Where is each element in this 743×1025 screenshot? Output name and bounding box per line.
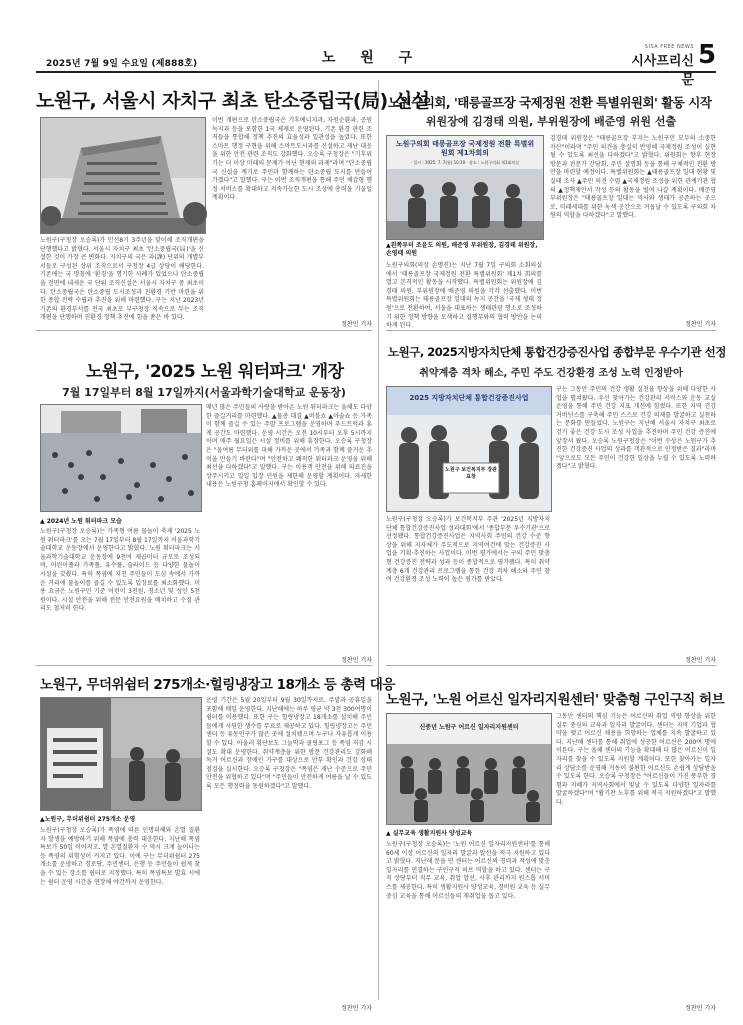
issue-date: 2025년 7월 9일 수요일 (제888호) [46,59,198,69]
brand-name: 시사프리신문 [631,54,694,88]
photo-banner-text: 2025 지방자치단체 통합건강증진사업 [409,394,529,402]
article-photo [386,135,544,240]
article-subheadline: 위원장에 김경태 의원, 부위원장에 배준영 위원 선출 [425,115,677,128]
article-body: 구는 그동안 주민의 건강 생활 실천율 향상을 위해 다양한 사업을 펼쳐왔다. 우선 찾아가는 건강관리 서비스와 운동 교실 운영을 통해 주민 건강 지표 개선에 힘썼다. 또한 지역 건강 거버넌스를 구축해 주민 스스로 건강 의제를 발굴하고 실천하는 문화를 만들었다. 노원구는 지난해 서울시 자치구 최초로 걷기 좋은 건강 도시 조성 사업을 추진하며 주민 건강 증진에 앞장서 왔다. 오승록 노원구청장은 "이번 수상은 노원구가 추진한 건강증진 사업의 성과를 객관적으로 인정받은 결과"라며 "앞으로도 모든 주민이 건강한 일상을 누릴 수 있도록 노력하겠다"고 밝혔다. [556,386,716,471]
brand-tagline: SISA FREE NEWS [644,44,694,50]
article-photo [40,117,206,234]
article-subheadline: 취약계층 격차 해소, 주민 주도 건강환경 조성 노력 인정받아 [419,368,683,379]
section-divider [386,665,716,666]
page-number: 5 [698,40,717,70]
article-body: 노원구(구청장 오승록)가 민선8기 3주년을 맞이해 조직개편을 단행했다고 밝혔다. 서울시 자치구 최초 '탄소중립국(局)'을 신설한 것이 가장 큰 변화다. 자치구의 국은 과(課) 단위의 개별부서들로 구성된 상위 조직으로서 구청장 4급 상당이 해당한다. 기존에는 국 명칭에 '환경'을 명기한 사례가 있었으나 탄소중립을 전면에 내세운 국 단위 조직신설은 서울시 자치구 중 최초이다. 탄소중립국은 탄소중립 도시조성과 친환경 기반 마련을 위한 종합 전략 수립과 추진을 위해 마련했다. 구는 지난 2023년 기존의 환경부서를 전국 최초로 부구청장 직속으로 두는 조직개편을 단행하며 친환경 정책 추진에 힘을 쏟은 바 있다. [40,237,204,322]
article-headline: 노원구, '노원 어르신 일자리지원센터' 맞춤형 구인구직 허브 [386,692,725,708]
award-board-text: 노원구 보건복지부 장관 표창 [445,467,497,480]
article-headline: 노원구의회, '태릉골프장 국제정원 전환 특별위원회' 활동 시작 [388,95,712,110]
article-photo [40,697,202,811]
article-byline: 정찬민 기자 [685,657,716,664]
article-body: 운영 기간은 5월 20일부터 9월 30일까지로, 주말과 공휴일을 포함해 매일 운영한다. 지난해에는 하루 평균 약 3천 300여명이 쉼터를 이용했다. 또한 구는 힐링냉장고 18개소를 설치해 주민들에게 시원한 생수를 무료로 제공하고 있다. 힐링냉장고는 주민센터 등 유동인구가 많은 곳에 설치됐으며 누구나 자유롭게 이용할 수 있다. 아울러 횡단보도 그늘막과 쿨링포그 등 폭염 저감 시설도 확대 운영한다. 취약계층을 위한 방문 건강관리도 강화해 독거 어르신과 장애인 가구를 대상으로 안부 확인과 건강 상태 점검을 실시한다. 오승록 구청장은 "폭염은 재난 수준으로 주민 안전을 위협하고 있다"며 "주민들이 안전하게 여름을 날 수 있도록 모든 행정력을 동원하겠다"고 말했다. [206,697,372,790]
photo-banner-text: 신중년 노원구 어르신 일자리지원센터 [419,724,519,731]
article-body: 노원구(구청장 오승록)는 '노원 어르신 일자리지원센터'를 통해 60세 이상 어르신의 일자리 발굴과 알선을 적극 지원하고 있다고 밝혔다. 지난해 문을 연 센터는 어르신의 경력과 적성에 맞춘 일자리를 연결하는 구인구직 허브 역할을 하고 있다. 센터는 구직 상담부터 직무 교육, 취업 알선, 사후 관리까지 원스톱 서비스를 제공한다. 특히 생활지원사 양성교육, 경비원 교육 등 실무 중심 교육을 통해 어르신들의 재취업을 돕고 있다. [386,841,550,900]
photo-caption: ▲왼쪽부터 조윤도 의원, 배준영 부위원장, 김경태 위원장, 손영태 의원 [386,242,538,257]
section-divider [36,330,372,331]
article-body: 매년 많은 주민들의 사랑을 받아온 노원 워터파크는 올해도 다양한 즐길거리를 마련했다. ▲물총 대결 ▲버블쇼 ▲마술쇼 등 가족이 함께 즐길 수 있는 주말 프로그램을 운영하며 푸드트럭과 휴게 공간도 마련했다. 운영 시간은 오전 10시부터 오후 5시까지이며 매주 월요일은 시설 정비를 위해 휴장한다. 오승록 구청장은 "올여름 무더위를 피해 가까운 곳에서 가족과 함께 즐거운 추억을 만들기 바란다"며 "안전하고 쾌적한 워터파크 운영을 위해 최선을 다하겠다"고 말했다. 구는 이용객 안전을 위해 의료진을 상주시키고 일일 입장 인원을 제한해 운영할 계획이다. 자세한 내용은 노원구청 홈페이지에서 확인할 수 있다. [206,404,372,489]
article-byline: 정찬민 기자 [341,321,372,328]
column-divider [378,80,379,1000]
photo-caption: ▲ 2024년 노원 워터파크 모습 [40,518,122,525]
header-rule [36,71,716,73]
newspaper-brand [630,44,694,88]
article-byline: 정찬민 기자 [685,1005,716,1012]
article-photo [386,386,552,512]
article-headline: 노원구, 무더위쉼터 275개소·힐링냉장고 18개소 등 총력 대응 [40,677,395,693]
article-body: 노원구(구청장 오승록)가 보건복지부 주관 '2025년 지방자치단체 통합건강증진사업 성과대회'에서 '종합부문 우수기관'으로 선정됐다. 통합건강증진사업은 지역사회 주민의 건강 수준 향상을 위해 지자체가 주도적으로 지역여건에 맞는 건강증진 사업을 기획·추진하는 사업이다. 이번 평가에서는 구의 주민 맞춤형 건강증진 전략과 성과 등이 종합적으로 평가됐다. 특히 취약계층 6개 건강관리 프로그램을 통한 건강 격차 해소와 주민 참여 건강환경 조성 노력이 높은 평가를 받았다. [386,516,550,584]
article-byline: 정찬민 기자 [685,321,716,328]
article-headline: 노원구, '2025 노원 워터파크' 개장 [86,362,344,382]
photo-banner-subtext: · 일시 : 2025. 7. 7(월) 10:30 · 장소 : 노원구의회 제1회의실 [410,160,520,165]
article-byline: 정찬민 기자 [341,657,372,664]
article-body: 이번 개편으로 탄소중립국은 기후에너지과, 자원순환과, 공원녹지과 등을 포함한 1국 체제로 운영된다. 기존 환경 관련 조직들을 통합해 정책 추진의 효율성과 일관성을 높였다. 또한 스마트 행정 구현을 위해 스마트도시과를 신설하고 재난 대응을 위한 안전 관련 조직도 강화했다. 오승록 구청장은 "기후위기는 더 이상 미래의 문제가 아닌 현재의 과제"라며 "탄소중립국 신설을 계기로 주민과 함께하는 탄소중립 도시를 만들어 가겠다"고 말했다. 구는 이번 조직개편을 통해 주민 체감형 행정 서비스를 확대하고 지속가능한 도시 조성에 총력을 기울일 계획이다. [212,117,372,202]
article-headline: 노원구, 서울시 자치구 최초 탄소중립국(局) 신설 [36,90,430,112]
article-body: 그동안 센터의 핵심 기능은 어르신의 취업 역량 향상을 위한 실무 중심의 교육과 일자리 발굴이다. 센터는 지역 기업과 협약을 맺고 어르신 채용을 희망하는 업체를 지속 발굴하고 있다. 지난해 센터를 통해 취업에 성공한 어르신은 200여 명에 이른다. 구는 올해 센터의 기능을 확대해 더 많은 어르신이 일자리를 찾을 수 있도록 지원할 계획이다. 또한 찾아가는 일자리 상담소를 운영해 거동이 불편한 어르신도 손쉽게 상담받을 수 있도록 한다. 오승록 구청장은 "어르신들이 가진 풍부한 경험과 지혜가 지역사회에서 빛날 수 있도록 다양한 일자리를 발굴하겠다"며 "활기찬 노후를 위해 적극 지원하겠다"고 말했다. [556,713,716,806]
photo-banner-text: 노원구의회 태릉골프장 국제정원 전환 특별위원회 제1차회의 [395,140,535,157]
section-title: 노 원 구 [321,50,423,66]
article-headline: 노원구, 2025지방자치단체 통합건강증진사업 종합부문 우수기관 선정 [388,345,726,359]
section-divider [36,665,372,666]
article-body: 김경태 위원장은 "태릉골프장 부지는 노원구민 모두의 소중한 자산"이라며 "주민 의견을 충실히 반영해 국제정원 조성이 실현될 수 있도록 최선을 다하겠다"고 밝혔다. 위원회는 향후 현장 방문과 전문가 간담회, 주민 설명회 등을 통해 구체적인 전환 방안을 마련할 예정이다. 특별위원회는 ▲태릉골프장 일대 현황 및 실태 조사 ▲주민 의견 수렴 ▲국제정원 조성을 위한 관계기관 협의 ▲정책제안서 작성 등의 활동을 벌여 나갈 계획이다. 배준영 부위원장은 "태릉골프장 일대는 역사와 생태가 공존하는 곳으로, 미래세대를 위한 녹색 공간으로 거듭날 수 있도록 구의회 차원의 역할을 다하겠다"고 말했다. [550,135,716,220]
section-divider [386,330,716,331]
article-photo [386,713,552,825]
photo-caption: ▲노원구, 무더위쉼터 275개소 운영 [40,816,136,823]
article-body: 노원구(구청장 오승록)가 폭염에 따른 인명피해와 온열 질환자 발생을 예방하기 위해 폭염에 총력 대응한다. 지난해 폭염특보가 50일 이어지고, 열 온열질환자 수 역시 크게 늘어나는 등 폭염의 위험성이 커지고 있다. 이에 구는 무더위쉼터 275개소를 운영하고 경로당, 주민센터, 은행 등 주민들이 쉽게 찾을 수 있는 장소를 쉼터로 지정했다. 특히 폭염특보 발효 시에는 쉼터 운영 시간을 연장해 야간까지 운영한다. [40,827,200,886]
photo-caption: ▲ 실무교육 생활지원사 양성교육 [386,830,473,837]
article-subheadline: 7월 17일부터 8월 17일까지(서울과학기술대학교 운동장) [62,386,346,399]
article-body: 노원구의회(의장 손명진)는 지난 7월 7일 구의회 소회의실에서 '태릉골프장 국제정원 전환 특별위원회' 제1차 회의를 열고 본격적인 활동을 시작했다. 특별위원회는 위원장에 김경태 의원, 부위원장에 배준영 의원을 각각 선출했다. 이번 특별위원회는 태릉골프장 일대의 녹지 공간을 '국제 생태 정원'으로 전환하여, 서울을 대표하는 생태관광 명소로 조성하기 위한 정책 방향을 모색하고 집행부와의 협력 방안을 논의하게 된다. [386,262,542,330]
article-byline: 정찬민 기자 [341,1005,372,1012]
article-photo [40,404,202,512]
article-body: 노원구(구청장 오승록)는 가족형 여름 물놀이 축제 '2025 노원 워터파크'를 오는 7월 17일부터 8월 17일까지 서울과학기술대학교 운동장에서 운영한다고 밝혔다. 노원 워터파크는 서울과학기술대학교 운동장에 9천여 제곱미터 규모로 조성되며, 어린이풀과 가족풀, 유수풀, 슬라이드 등 다양한 물놀이 시설을 갖췄다. 특히 폭염에 지친 주민들이 도심 속에서 가까운 거리에 물놀이를 즐길 수 있도록 입장료를 최소화했다. 이용 요금은 노원구민 기준 어린이 3천원, 청소년 및 성인 5천원이다. 시설 안전을 위해 전문 안전요원을 배치하고 수질 관리도 철저히 한다. [40,528,200,613]
